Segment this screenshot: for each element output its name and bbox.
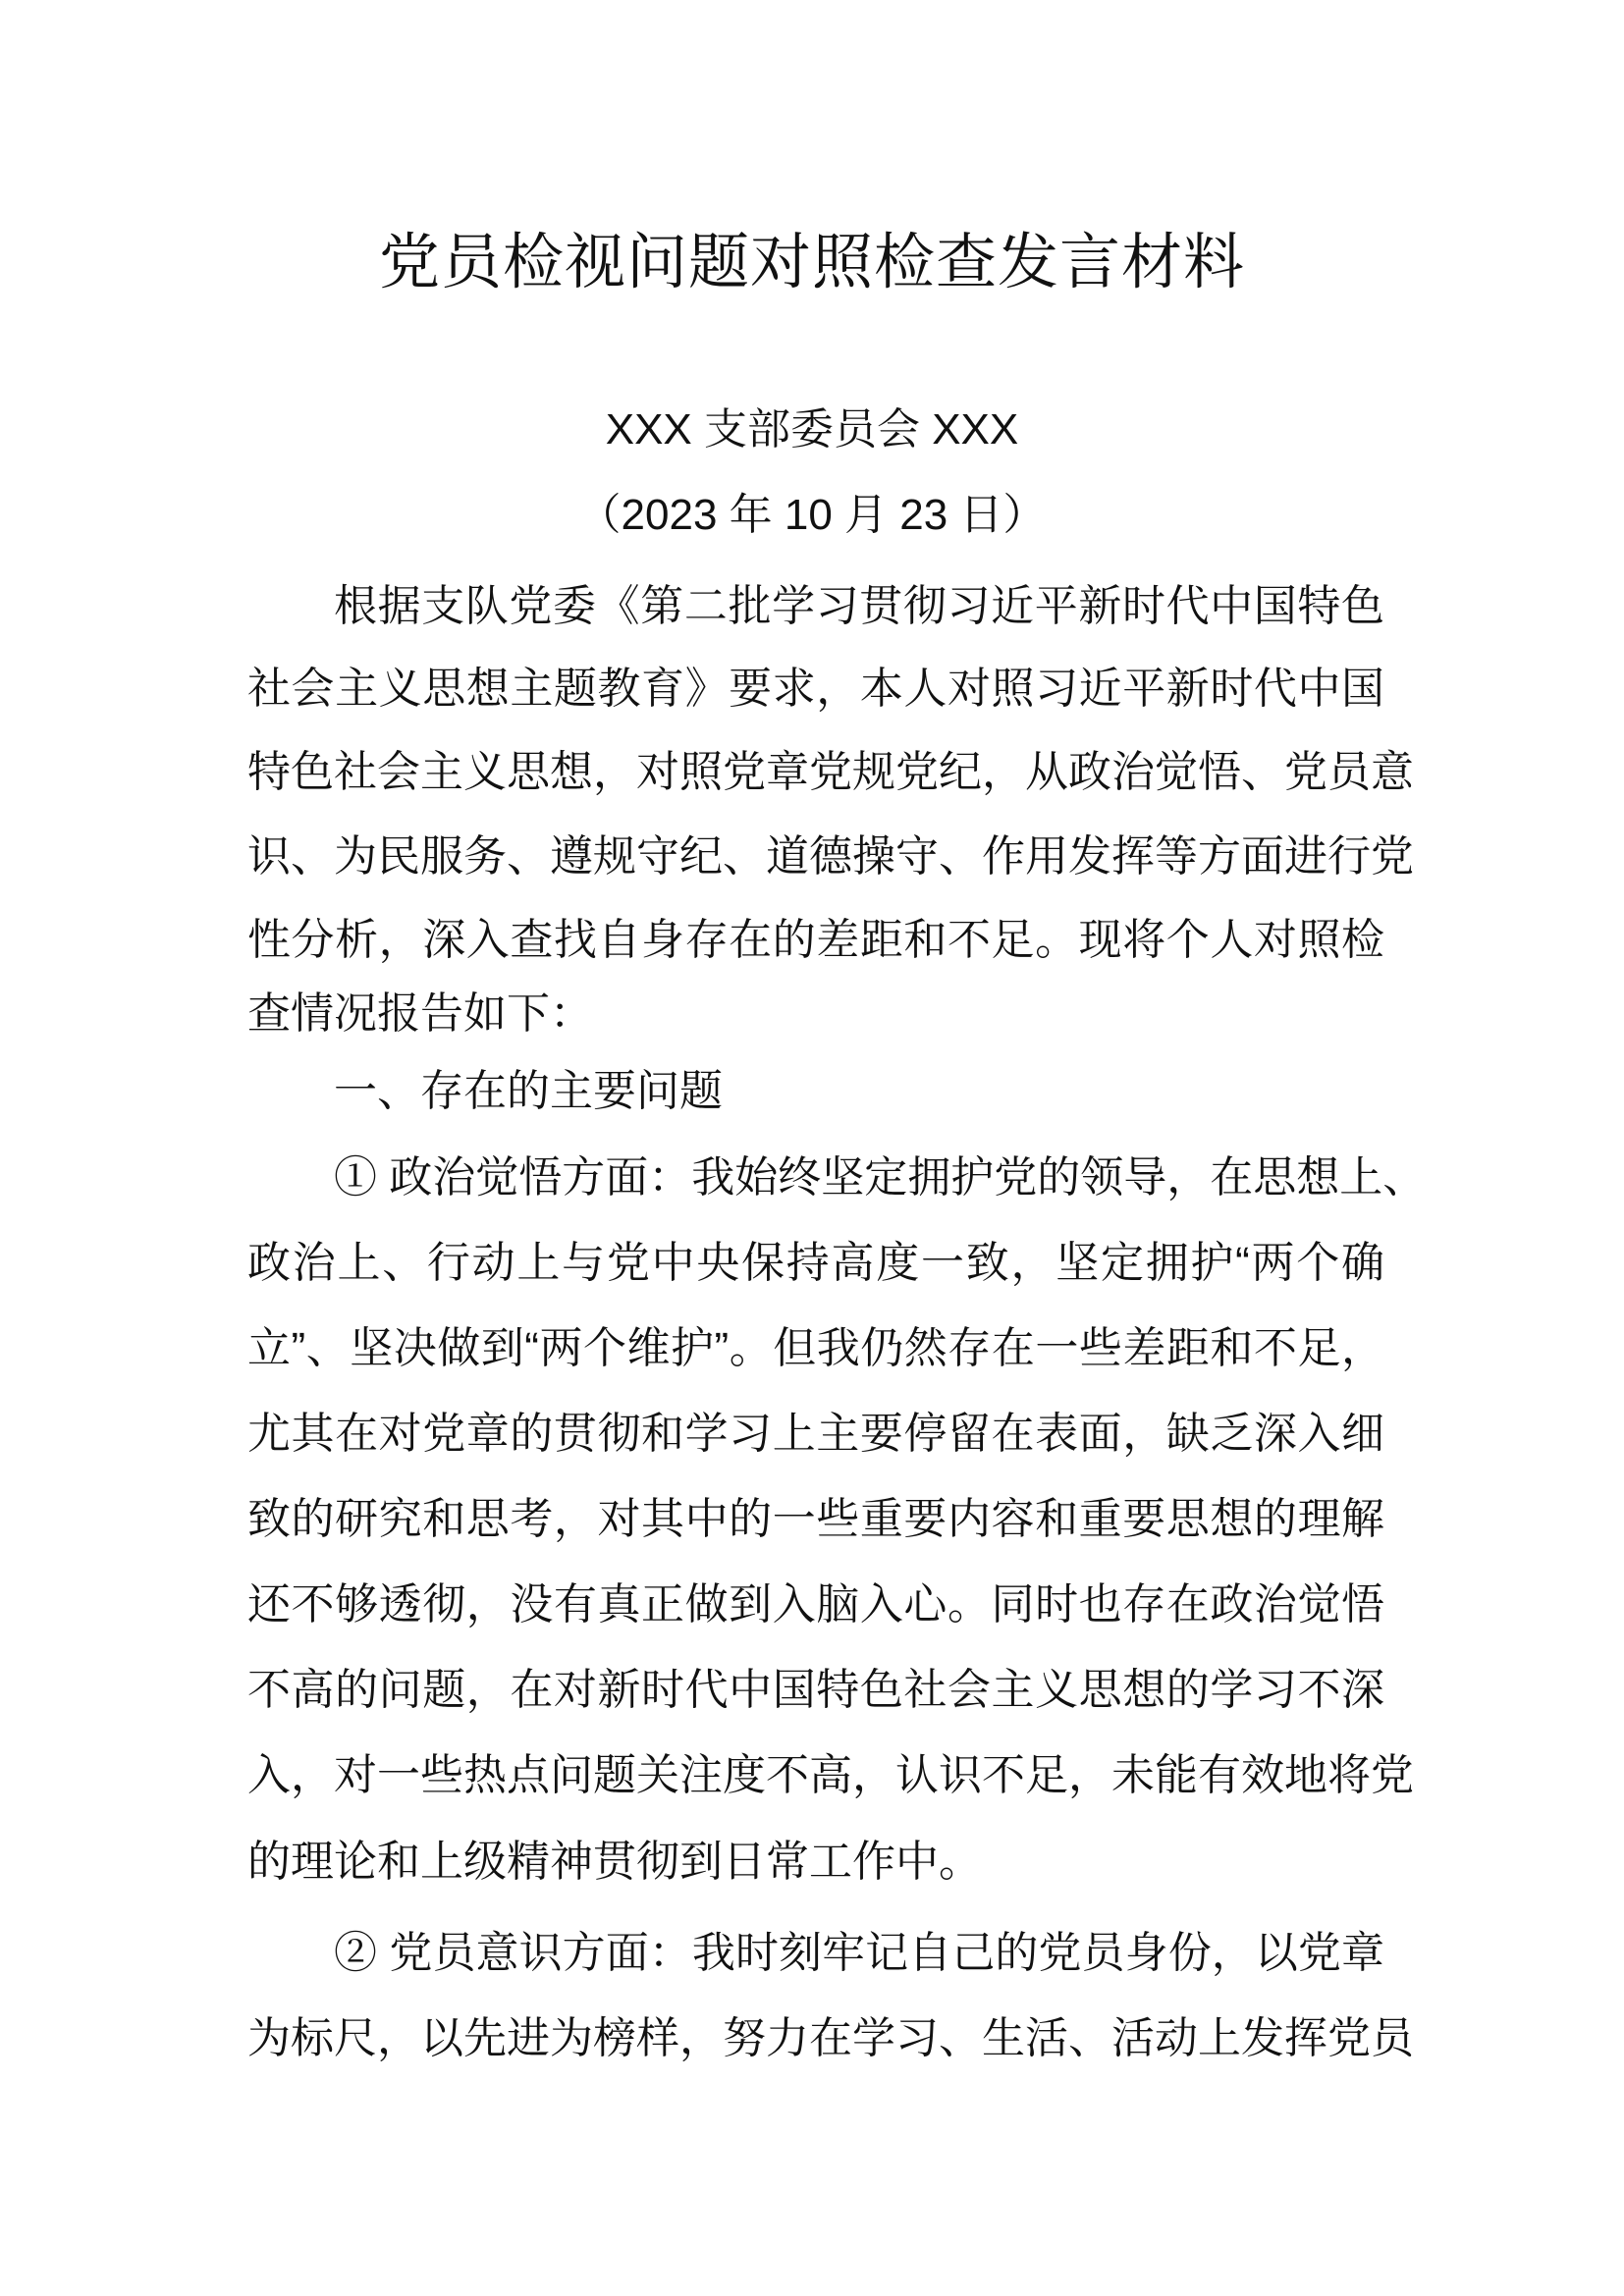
paragraph-line: 不高的问题，在对新时代中国特色社会主义思想的学习不深 — [247, 1666, 1384, 1714]
paragraph-line: ② 党员意识方面：我时刻牢记自己的党员身份，以党章 — [334, 1929, 1384, 1977]
section-heading: 一、存在的主要问题 — [334, 1067, 723, 1115]
paragraph-line: 特色社会主义思想，对照党章党规党纪，从政治觉悟、党员意 — [247, 748, 1414, 796]
paragraph-line: 还不够透彻，没有真正做到入脑入心。同时也存在政治觉悟 — [247, 1580, 1384, 1629]
byline: XXX 支部委员会 XXX — [605, 405, 1019, 454]
paragraph-line: 根据支队党委《第二批学习贯彻习近平新时代中国特色 — [334, 582, 1384, 630]
paragraph-line: 社会主义思想主题教育》要求，本人对照习近平新时代中国 — [247, 665, 1384, 713]
paragraph-line: 识、为民服务、遵规守纪、道德操守、作用发挥等方面进行党 — [247, 832, 1414, 881]
document-title: 党员检视问题对照检查发言材料 — [378, 229, 1245, 296]
paragraph-line: 的理论和上级精神贯彻到日常工作中。 — [247, 1838, 982, 1886]
paragraph-line: 为标尺，以先进为榜样，努力在学习、生活、活动上发挥党员 — [247, 2014, 1414, 2062]
paragraph-line: 政治上、行动上与党中央保持高度一致，坚定拥护“两个确 — [247, 1239, 1384, 1287]
document-date: （2023 年 10 月 23 日） — [577, 491, 1047, 539]
paragraph-line: 立”、坚决做到“两个维护”。但我仍然存在一些差距和不足， — [247, 1324, 1384, 1372]
paragraph-line: 入，对一些热点问题关注度不高，认识不足，未能有效地将党 — [247, 1751, 1414, 1799]
paragraph-line: ① 政治觉悟方面：我始终坚定拥护党的领导，在思想上、 — [334, 1153, 1427, 1201]
paragraph-line: 查情况报告如下： — [247, 989, 593, 1038]
paragraph-line: 致的研究和思考，对其中的一些重要内容和重要思想的理解 — [247, 1495, 1384, 1543]
paragraph-line: 性分析，深入查找自身存在的差距和不足。现将个人对照检 — [247, 916, 1384, 964]
paragraph-line: 尤其在对党章的贯彻和学习上主要停留在表面，缺乏深入细 — [247, 1410, 1384, 1458]
